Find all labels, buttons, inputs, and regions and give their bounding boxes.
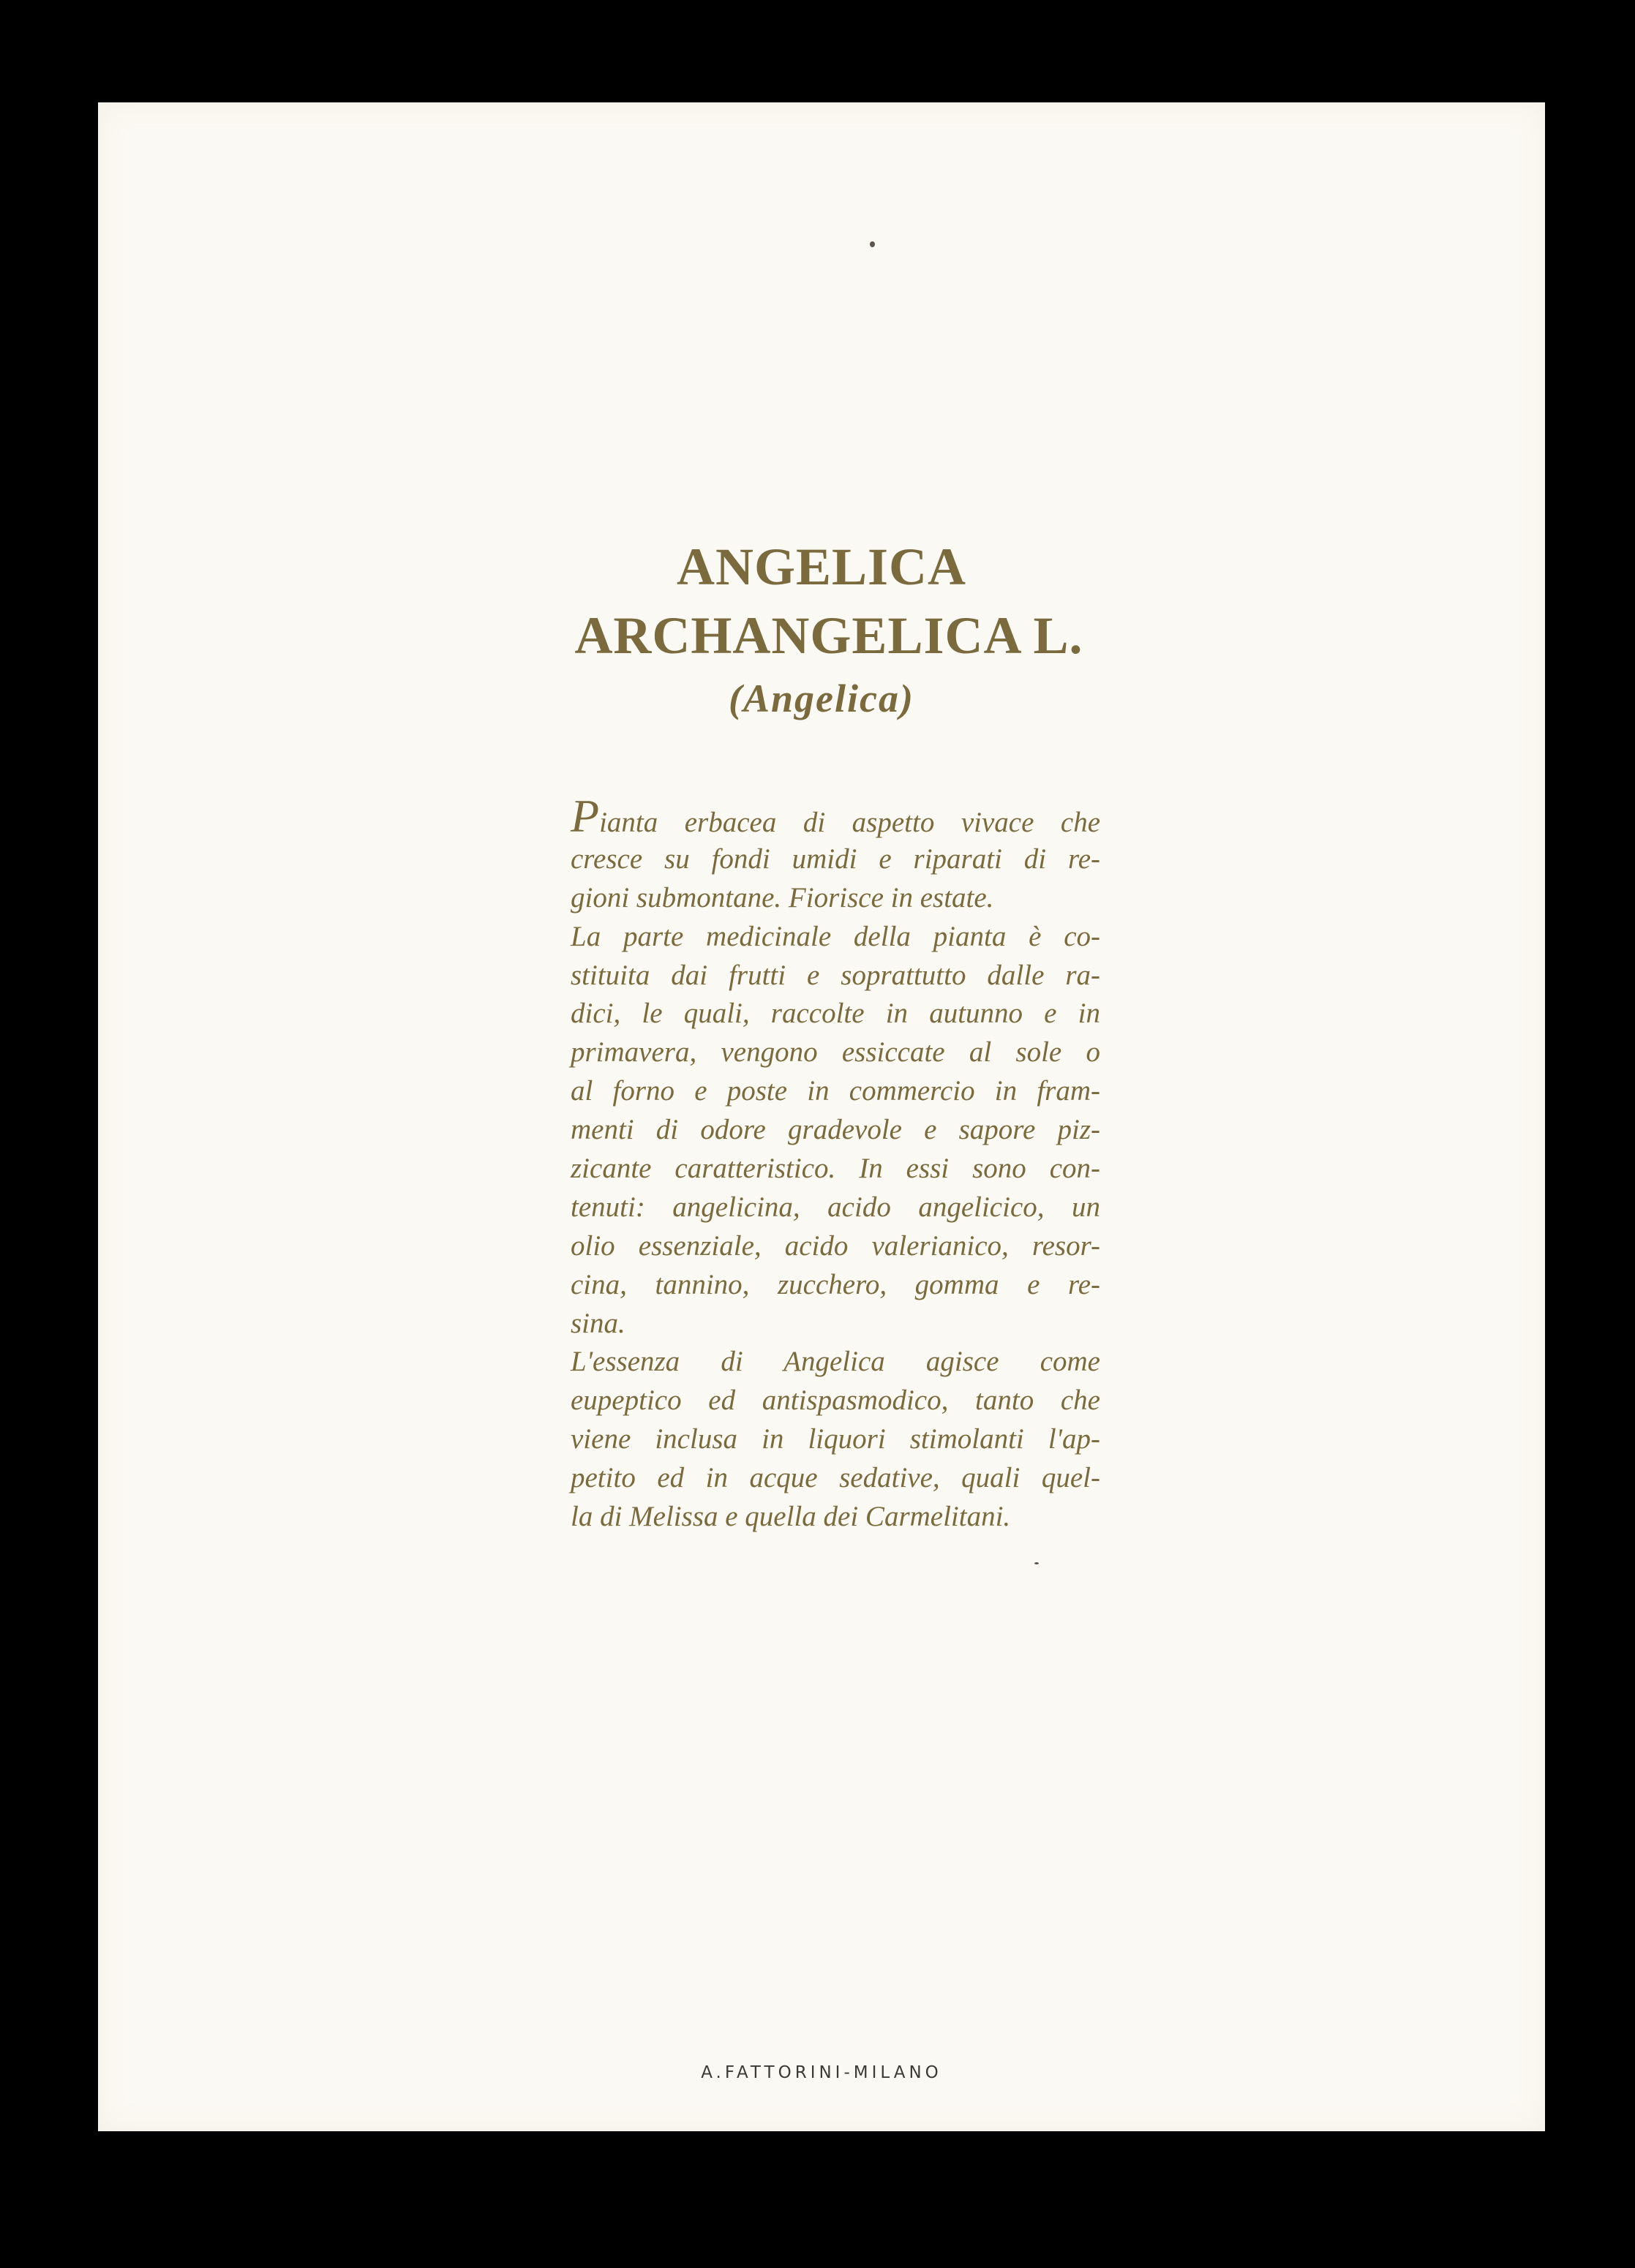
body-line: eupeptico ed antispasmodico, tanto che	[571, 1384, 1100, 1417]
body-line: L'essenza di Angelica agisce come	[571, 1346, 1100, 1378]
title-species: ARCHANGELICA L.	[574, 606, 1083, 665]
body-line: petito ed in acque sedative, quali quel-	[571, 1462, 1100, 1494]
body-line: cresce su fondi umidi e riparati di re-	[571, 843, 1100, 875]
printer-imprint: A.FATTORINI-MILANO	[701, 2063, 942, 2082]
body-line: tenuti: angelicina, acido angelicico, un	[571, 1191, 1100, 1223]
body-line: stituita dai frutti e soprattutto dalle ra-	[571, 959, 1100, 991]
title-genus: ANGELICA	[676, 538, 967, 596]
paper-speck	[1034, 1562, 1039, 1564]
body-line: primavera, vengono essiccate al sole o	[571, 1036, 1100, 1069]
body-line: gioni submontane. Fiorisce in estate.	[571, 881, 994, 913]
body-line: zicante caratteristico. In essi sono con-	[571, 1153, 1100, 1185]
description-text	[571, 790, 1100, 1537]
printed-page	[98, 102, 1545, 2131]
title-block	[98, 532, 1545, 727]
body-line: cina, tannino, zucchero, gomma e re-	[571, 1268, 1100, 1300]
body-line: sina.	[571, 1307, 625, 1339]
body-line-first	[571, 790, 1100, 842]
first-line-text: ianta erbacea di aspetto vivace che	[599, 807, 1100, 838]
body-line: al forno e poste in commercio in fram-	[571, 1075, 1100, 1107]
body-line: la di Melissa e quella dei Carmelitani.	[571, 1501, 1011, 1533]
paper-speck	[870, 241, 875, 247]
body-line: olio essenziale, acido valerianico, resor-	[571, 1229, 1100, 1262]
common-name: (Angelica)	[729, 677, 914, 720]
body-line: menti di odore gradevole e sapore piz-	[571, 1114, 1100, 1146]
body-line: dici, le quali, raccolte in autunno e in	[571, 998, 1100, 1030]
body-line: La parte medicinale della pianta è co-	[571, 920, 1100, 952]
drop-cap: P	[571, 790, 600, 842]
body-line: viene inclusa in liquori stimolanti l'ap-	[571, 1423, 1100, 1455]
